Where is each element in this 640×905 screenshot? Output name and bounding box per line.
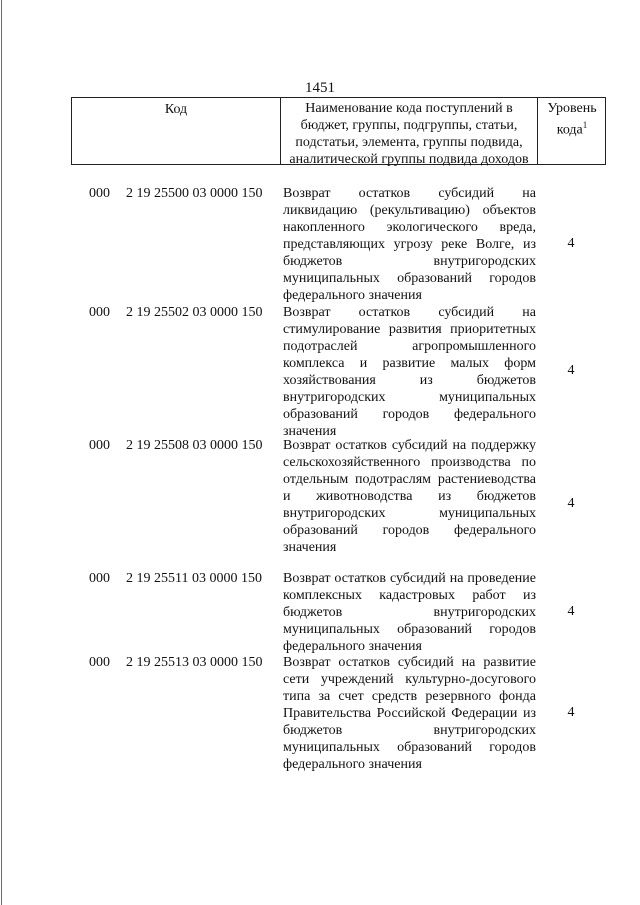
header-code: Код	[164, 102, 188, 117]
table-row	[0, 304, 640, 437]
row-code: 2 19 25500 03 0000 150	[126, 186, 263, 201]
header-level-label: Уровень кода	[547, 101, 597, 138]
row-prefix: 000	[89, 571, 110, 586]
table-row	[0, 437, 640, 570]
header-divider-2	[537, 97, 538, 165]
table-row	[0, 570, 640, 654]
row-name: Возврат остатков субсидий на ликвидацию (рекультивацию) объектов накопленного экологического вреда, представляющих угрозу реке Волге, из бюджетов внутригородских муниципальных образований городов федерального значения	[283, 186, 536, 303]
row-prefix: 000	[89, 305, 110, 320]
row-prefix: 000	[89, 186, 110, 201]
header-right-border	[605, 97, 606, 165]
row-name: Возврат остатков субсидий на развитие сети учреждений культурно-досугового типа за счет средств резервного фонда Правительства Российской Федерации из бюджетов внутригородских муниципальных образований городов федерального значения	[283, 655, 536, 772]
row-code: 2 19 25513 03 0000 150	[126, 655, 263, 670]
row-level: 4	[567, 236, 575, 251]
header-name: Наименование кода поступлений в бюджет, группы, подгруппы, статьи, подстатьи, элемента, группы подвида, аналитической группы подвида доходов	[289, 101, 529, 167]
header-divider-1	[280, 97, 281, 165]
table-row	[0, 185, 640, 304]
row-code: 2 19 25502 03 0000 150	[126, 305, 263, 320]
row-level: 4	[567, 705, 575, 720]
header-level	[539, 100, 605, 139]
page-number: 1451	[305, 80, 335, 96]
table-header	[71, 97, 606, 165]
row-level: 4	[567, 496, 575, 511]
row-level: 4	[567, 363, 575, 378]
header-top-border	[71, 97, 606, 98]
row-name: Возврат остатков субсидий на стимулирование развития приоритетных подотраслей агропромышленного комплекса и развитие малых форм хозяйствования из бюджетов внутригородских муниципальных образований городов федерального значения	[283, 305, 536, 439]
row-prefix: 000	[89, 655, 110, 670]
row-code: 2 19 25511 03 0000 150	[126, 571, 262, 586]
table-row	[0, 654, 640, 773]
header-level-footnote: 1	[582, 120, 588, 130]
table-body	[0, 185, 640, 773]
row-name: Возврат остатков субсидий на проведение комплексных кадастровых работ из бюджетов внутригородских муниципальных образований городов федерального значения	[283, 571, 536, 654]
row-code: 2 19 25508 03 0000 150	[126, 438, 263, 453]
row-name: Возврат остатков субсидий на поддержку сельскохозяйственного производства по отдельным подотраслям растениеводства и животноводства из бюджетов внутригородских муниципальных образований городов федерального значения	[283, 438, 536, 555]
row-prefix: 000	[89, 438, 110, 453]
row-level: 4	[567, 604, 575, 619]
